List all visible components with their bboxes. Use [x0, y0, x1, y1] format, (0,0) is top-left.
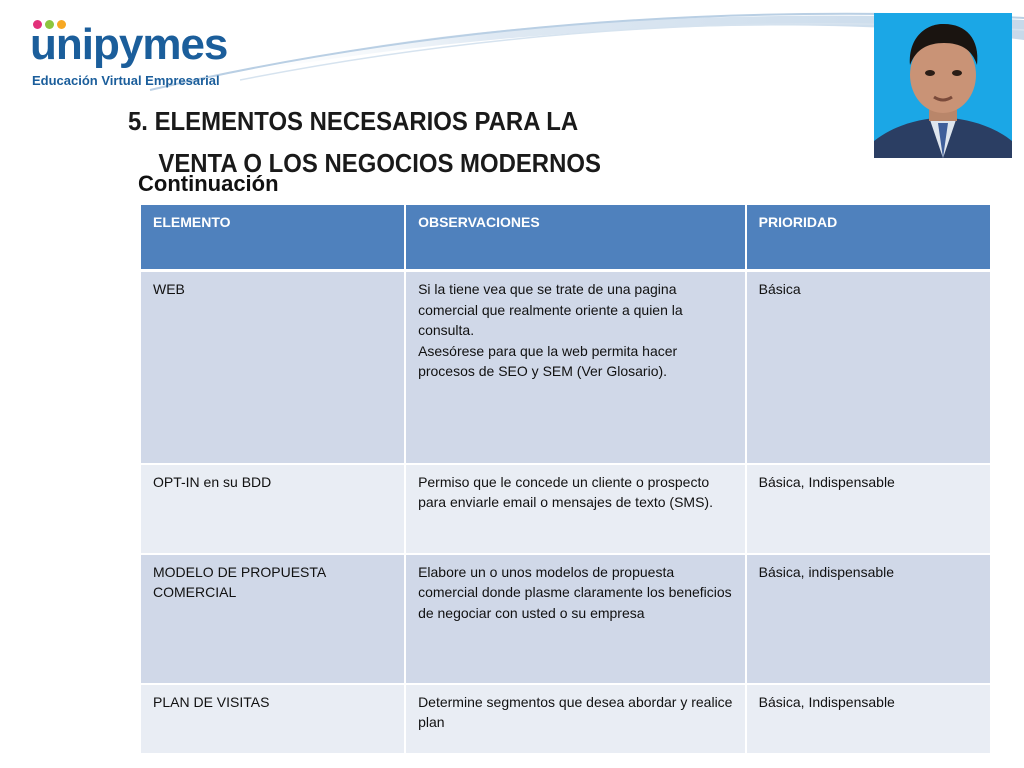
observacion-line: Determine segmentos que desea abordar y realice plan [418, 693, 733, 730]
logo-tagline: Educación Virtual Empresarial [32, 73, 220, 88]
cell-observaciones [405, 271, 746, 464]
table-row [140, 271, 991, 464]
cell-prioridad: Básica, Indispensable [746, 684, 991, 754]
observacion-line: Elabore un o unos modelos de propuesta comercial donde plasme claramente los beneficios de negociar con usted o su empresa [418, 563, 732, 621]
cell-observaciones [405, 684, 746, 754]
cell-elemento: OPT-IN en su BDD [140, 464, 405, 554]
cell-prioridad: Básica [746, 271, 991, 464]
header-prioridad: PRIORIDAD [746, 204, 991, 271]
elements-table [139, 203, 992, 755]
cell-elemento: PLAN DE VISITAS [140, 684, 405, 754]
header-elemento: ELEMENTO [140, 204, 405, 271]
table-row [140, 684, 991, 754]
cell-elemento: MODELO DE PROPUESTA COMERCIAL [140, 554, 405, 684]
cell-observaciones [405, 464, 746, 554]
slide-subtitle: Continuación [138, 171, 279, 196]
table-row [140, 554, 991, 684]
slide-title-line1: 5. ELEMENTOS NECESARIOS PARA LA [128, 106, 579, 136]
unipymes-logo [30, 14, 230, 94]
cell-elemento: WEB [140, 271, 405, 464]
cell-prioridad: Básica, indispensable [746, 554, 991, 684]
observacion-line: Asesórese para que la web permita hacer procesos de SEO y SEM (Ver Glosario). [418, 342, 678, 379]
header-observaciones: OBSERVACIONES [405, 204, 746, 271]
observacion-line: Permiso que le concede un cliente o prospecto para enviarle email o mensajes de texto (SMS). [418, 473, 713, 510]
slide-title-line2: VENTA O LOS NEGOCIOS MODERNOS [158, 148, 601, 178]
table-header-row [140, 204, 991, 271]
cell-prioridad: Básica, Indispensable [746, 464, 991, 554]
table-row [140, 464, 991, 554]
presenter-portrait-image [874, 13, 1012, 158]
logo-wordmark: unipymes [30, 20, 228, 69]
presenter-photo [874, 13, 1012, 158]
observacion-line: Si la tiene vea que se trate de una pagina comercial que realmente oriente a quien la consulta. [418, 281, 683, 338]
cell-observaciones [405, 554, 746, 684]
